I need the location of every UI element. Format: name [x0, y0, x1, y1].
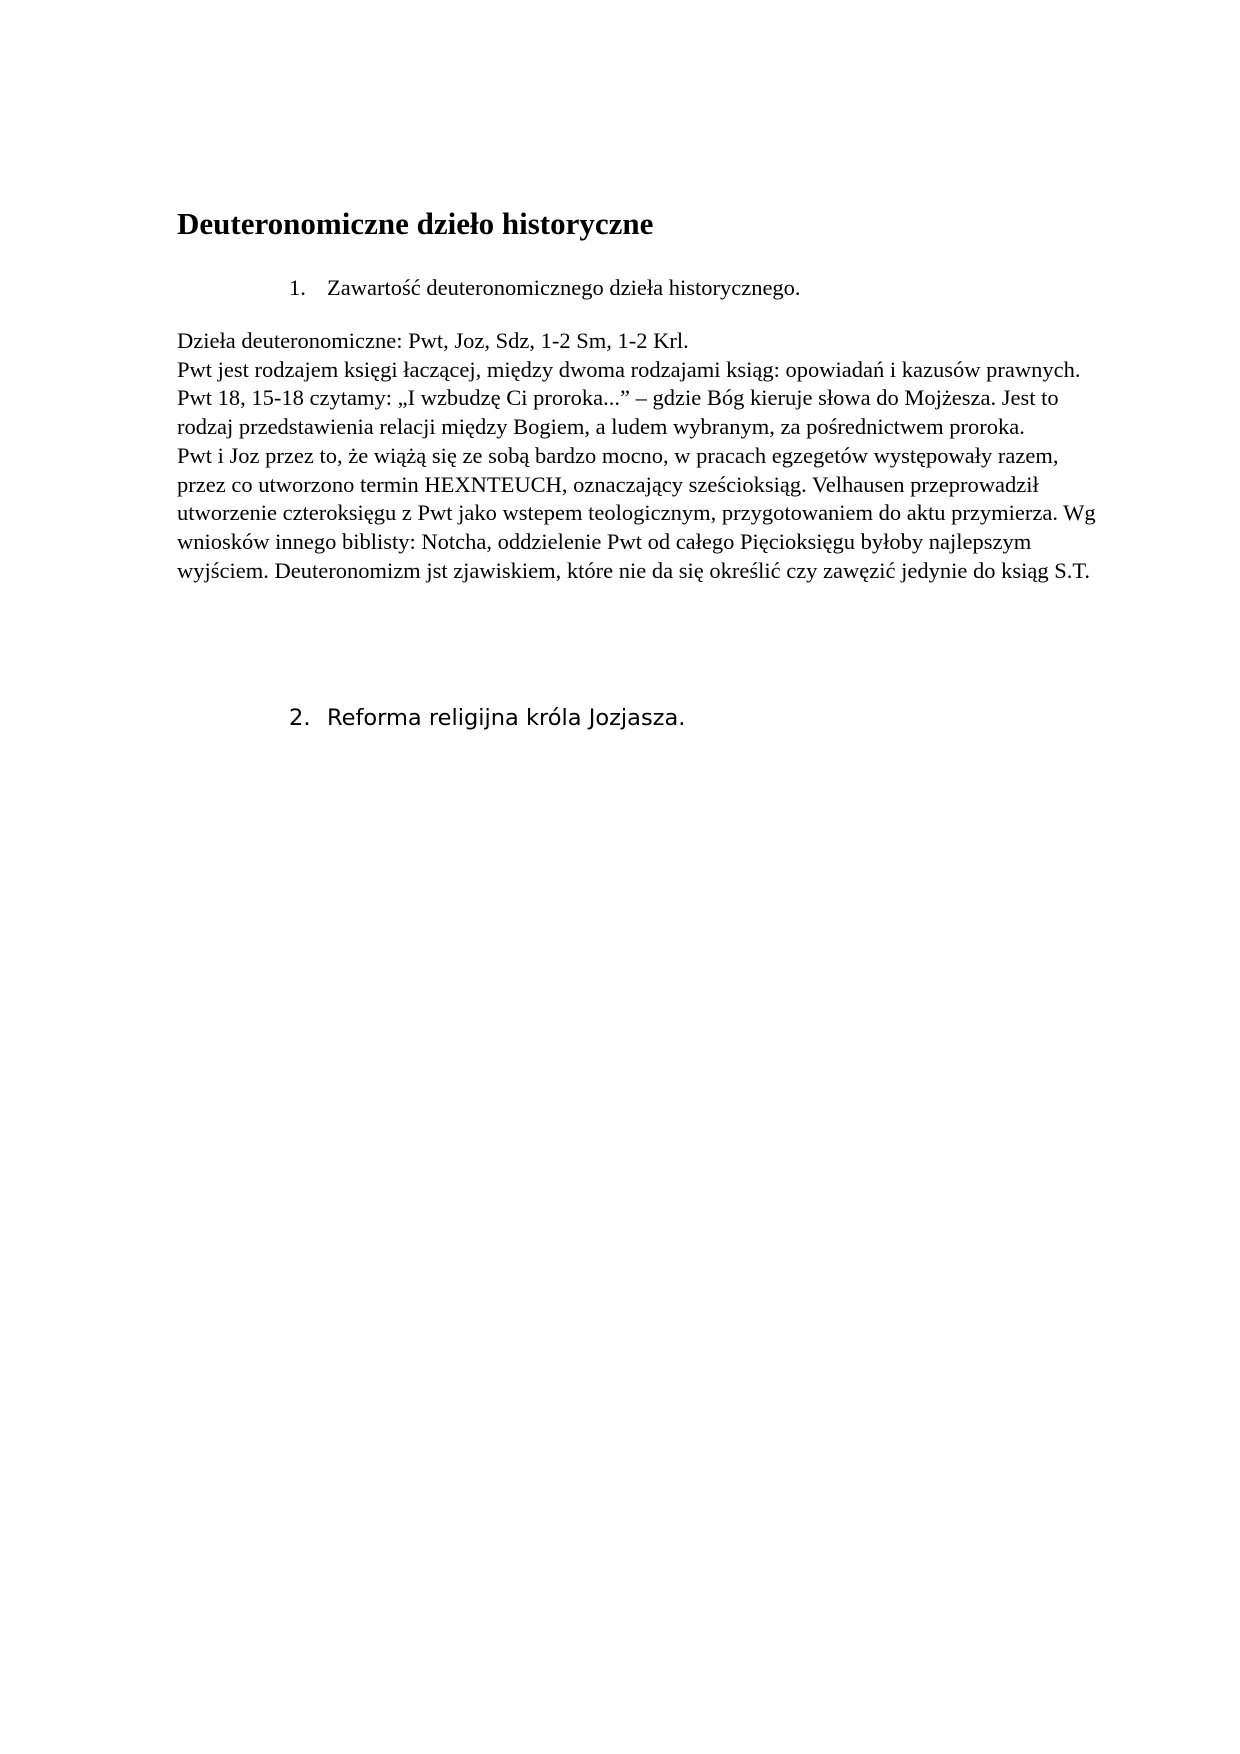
body-text	[177, 327, 1112, 585]
section-1-title: Zawartość deuteronomicznego dzieła historycznego.	[327, 275, 801, 300]
paragraph: Pwt jest rodzajem księgi łaczącej, między dwoma rodzajami ksiąg: opowiadań i kazusów prawnych.	[177, 356, 1081, 382]
document-title: Deuteronomiczne dzieło historyczne	[177, 206, 654, 241]
section-1-heading	[289, 272, 801, 304]
section-2-number: 2.	[289, 705, 311, 731]
paragraph: Dzieła deuteronomiczne: Pwt, Joz, Sdz, 1-2 Sm, 1-2 Krl.	[177, 328, 689, 353]
section-2-heading	[289, 702, 685, 734]
section-1-number: 1.	[289, 275, 306, 300]
paragraph: Pwt 18, 15-18 czytamy: „I wzbudzę Ci proroka...” – gdzie Bóg kieruje słowa do Mojżesza. Jest to rodzaj przedstawienia relacji między Bogiem, a ludem wybranym, za pośrednictwem proroka.	[177, 385, 1059, 440]
section-2-title: Reforma religijna króla Jozjasza.	[327, 705, 686, 731]
paragraph: Pwt i Joz przez to, że wiążą się ze sobą bardzo mocno, w pracach egzegetów występowały razem, przez co utworzono termin HEXNTEUCH, oznaczający sześcioksiąg. Velhausen przeprowadził utworzenie czteroksięgu z Pwt jako wstepem teologicznym, przygotowaniem do aktu przymierza. Wg wniosków innego biblisty: Notcha, oddzielenie Pwt od całego Pięcioksięgu byłoby najlepszym wyjściem. Deuteronomizm jst zjawiskiem, które nie da się określić czy zawęzić jedynie do ksiąg S.T.	[177, 442, 1096, 583]
